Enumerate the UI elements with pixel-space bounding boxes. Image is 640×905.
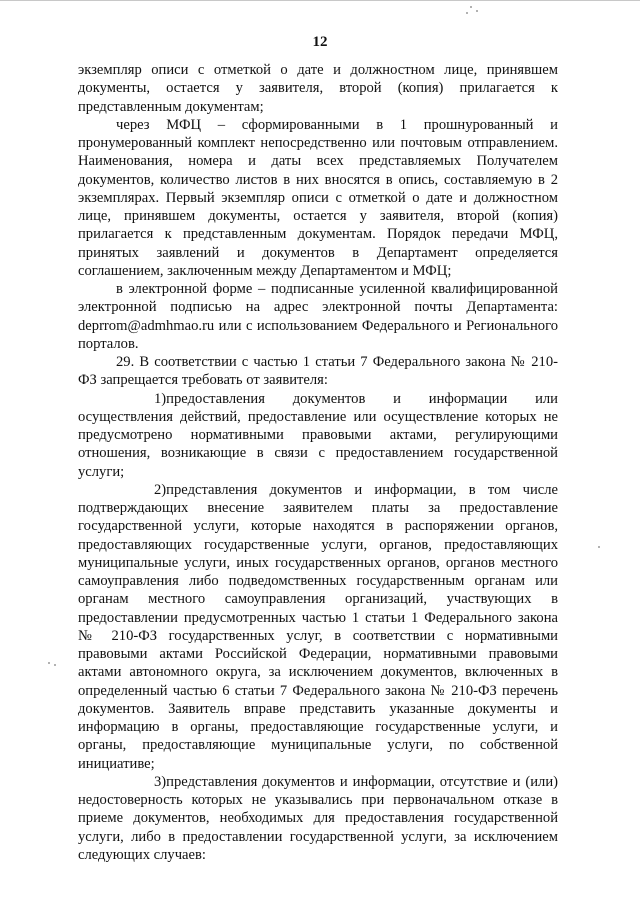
list-item-number: 2) <box>154 481 167 498</box>
list-item-2 <box>78 481 558 773</box>
scan-smudge <box>0 0 640 1</box>
list-item-text: представления документов и информации, отсутствие и (или) недостоверность которых не указывались при первоначальном отказе в приеме документов, необходимых для предоставления государственной услуги, либо в предоставлении государственной услуги, за исключением следующих случаев: <box>78 773 558 863</box>
scan-speck <box>466 12 468 14</box>
paragraph-electronic-form: в электронной форме – подписанные усиленной квалифицированной электронной подписью на адрес электронной почты Департамента: deprrom@admhmao.ru или с использованием Федерального и Регионального порталов. <box>78 281 558 352</box>
scan-speck <box>48 662 50 664</box>
paragraph-copy-of-inventory: экземпляр описи с отметкой о дате и должностном лице, принявшем документы, остается у заявителя, второй (копия) прилагается к представленным документам; <box>78 62 558 115</box>
list-item-text: предоставления документов и информации или осуществления действий, предоставление или осуществление которых не предусмотрено нормативными правовыми актами, регулирующими отношения, возникающие в связи с предоставлением государственной услуги; <box>78 390 558 480</box>
list-item-3 <box>78 773 558 864</box>
document-body <box>78 61 558 864</box>
list-item-number: 1) <box>154 390 167 407</box>
list-item-1 <box>78 390 558 481</box>
scan-speck <box>470 6 472 8</box>
paragraph-section-29: 29. В соответствии с частью 1 статьи 7 Федерального закона № 210-ФЗ запрещается требовать от заявителя: <box>78 354 558 389</box>
scan-speck <box>54 664 56 666</box>
scan-speck <box>476 10 478 12</box>
list-item-text: представления документов и информации, в том числе подтверждающих внесение заявителем платы за предоставление государственной услуги, которые находятся в распоряжении органов, предоставляющих государственные услуги, органов, предоставляющих муниципальные услуги, иных государственных органов, органов местного самоуправления либо подведомственных государственным органам или органам местного самоуправления организаций, участвующих в предоставлении предусмотренных частью 1 статьи 1 Федерального закона № 210-ФЗ государственных услуг, в соответствии с нормативными правовыми актами Российской Федерации, нормативными правовыми актами автономного округа, за исключением документов, включенных в определенный частью 6 статьи 7 Федерального закона № 210-ФЗ перечень документов. Заявитель вправе представить указанные документы и информацию в органы, предоставляющие государственные услуги, и органы, предоставляющие муниципальные услуги, по собственной инициативе; <box>78 481 558 772</box>
list-item-number: 3) <box>154 773 167 790</box>
page-number: 12 <box>312 34 328 50</box>
scan-speck <box>598 546 600 548</box>
paragraph-via-mfc: через МФЦ – сформированными в 1 прошнурованный и пронумерованный комплект непосредственно или почтовым отправлением. Наименования, номера и даты всех представляемых Получателем документов, количество листов в них вносятся в опись, составляемую в 2 экземплярах. Первый экземпляр описи с отметкой о дате и должностном лице, принявшем документы, остается у заявителя, второй (копия) прилагается к представленным документам. Порядок передачи МФЦ, принятых заявлений и документов в Департамент определяется соглашением, заключенным между Департаментом и МФЦ; <box>78 116 558 279</box>
